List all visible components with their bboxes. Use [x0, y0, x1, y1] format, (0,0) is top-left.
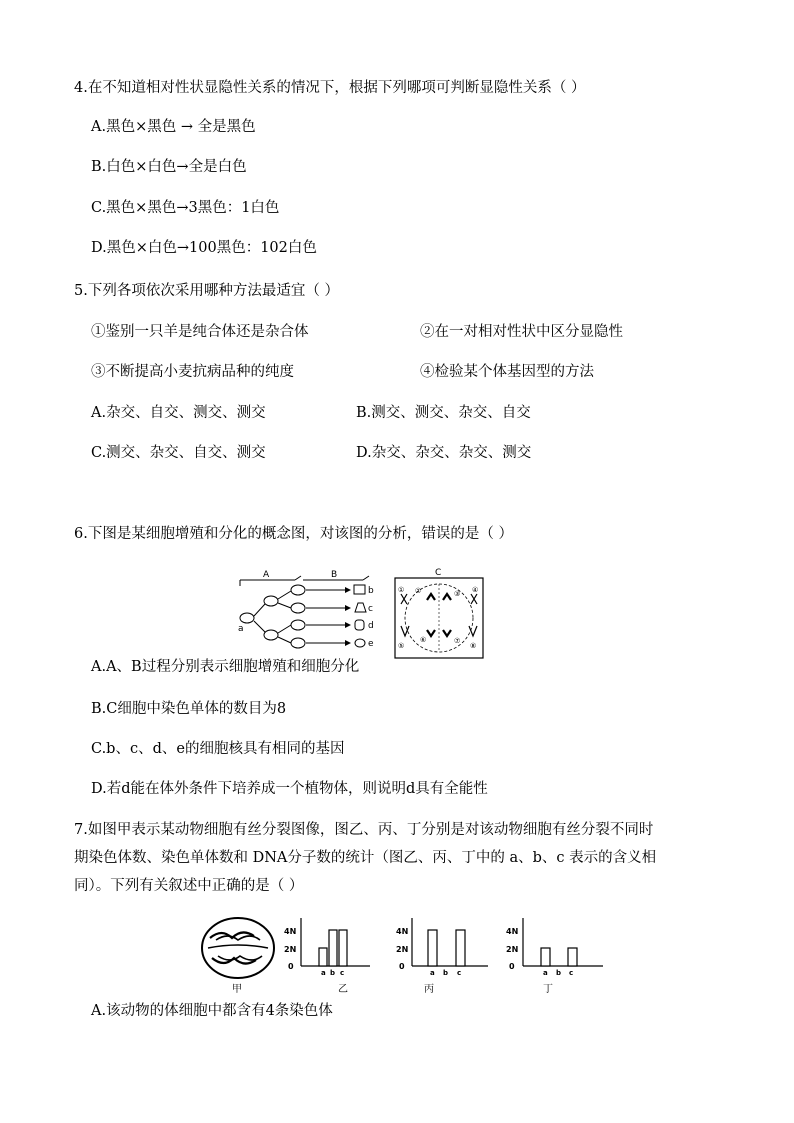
bing-bar-c	[456, 930, 465, 966]
ding-zero: 0	[509, 962, 515, 971]
bing-tick-a: a	[430, 969, 435, 977]
bing-zero: 0	[399, 962, 405, 971]
cell-d	[355, 620, 364, 630]
chrom-label-4: ④	[472, 586, 479, 594]
q4-stem: 4.在不知道相对性状显隐性关系的情况下，根据下列哪项可判断显隐性关系（ ）	[74, 80, 586, 96]
ding-tick-c: c	[569, 969, 574, 977]
q5-option-b: B.测交、测交、杂交、自交	[356, 405, 531, 421]
label-C: C	[435, 568, 442, 578]
bing-bar-a	[428, 930, 437, 966]
q5-stem: 5.下列各项依次采用哪种方法最适宜（ ）	[74, 283, 339, 299]
yi-tick-a: a	[321, 969, 326, 977]
caption-ding: 丁	[543, 984, 553, 995]
chrom-label-5: ⑤	[398, 642, 405, 650]
label-c: c	[368, 604, 373, 614]
q6-stem: 6.下图是某细胞增殖和分化的概念图，对该图的分析，错误的是（ ）	[74, 526, 513, 542]
q5-option-c: C.测交、杂交、自交、测交	[91, 445, 266, 461]
q5-item-1: ①鉴别一只羊是纯合体还是杂合体	[91, 324, 309, 340]
yi-bar-a	[319, 948, 327, 966]
ding-y-2n: 2N	[506, 945, 519, 954]
yi-y-2n: 2N	[284, 945, 297, 954]
cell-b	[354, 585, 365, 594]
q6-option-d: D.若d能在体外条件下培养成一个植物体，则说明d具有全能性	[91, 781, 488, 797]
q7-stem-line3: 同）。下列有关叙述中正确的是（ ）	[74, 878, 304, 894]
yi-tick-b: b	[330, 969, 336, 977]
label-a: a	[238, 624, 244, 634]
q5-item-2: ②在一对相对性状中区分显隐性	[420, 324, 623, 340]
label-b: b	[368, 586, 374, 596]
q7-option-a: A.该动物的体细胞中都含有4条染色体	[91, 1003, 333, 1019]
ding-tick-b: b	[556, 969, 562, 977]
q7-stem-line1: 7.如图甲表示某动物细胞有丝分裂图像，图乙、丙、丁分别是对该动物细胞有丝分裂不同时	[74, 822, 654, 838]
q4-option-b: B.白色×白色→全是白色	[91, 159, 247, 175]
bing-y-2n: 2N	[396, 945, 409, 954]
q5-option-a: A.杂交、自交、测交、测交	[91, 405, 266, 421]
q4-option-c: C.黑色×黑色→3黑色：1白色	[91, 200, 280, 216]
chrom-label-8: ⑧	[470, 642, 477, 650]
mitosis-figure	[198, 910, 608, 1000]
ding-bar-c	[568, 948, 577, 966]
label-d: d	[368, 621, 374, 631]
yi-zero: 0	[288, 962, 294, 971]
cell-jia	[202, 918, 274, 978]
q6-option-a: A.A、B过程分别表示细胞增殖和细胞分化	[91, 659, 360, 675]
cell-proliferation-diagram	[235, 566, 495, 661]
ding-bar-a	[541, 948, 550, 966]
yi-bar-c	[339, 930, 347, 966]
q6-option-c: C.b、c、d、e的细胞核具有相同的基因	[91, 741, 345, 757]
q4-option-a: A.黑色×黑色 → 全是黑色	[91, 119, 256, 135]
cell-a	[240, 613, 254, 623]
bing-y-4n: 4N	[396, 927, 409, 936]
yi-tick-c: c	[340, 969, 345, 977]
chrom-label-1: ①	[398, 586, 405, 594]
cell-e	[355, 639, 365, 647]
q4-option-d: D.黑色×白色→100黑色：102白色	[91, 240, 317, 256]
caption-jia: 甲	[232, 984, 242, 995]
label-A: A	[263, 570, 270, 580]
bing-tick-b: b	[443, 969, 449, 977]
ding-tick-a: a	[543, 969, 548, 977]
chrom-label-3: ③	[454, 590, 461, 598]
ding-y-4n: 4N	[506, 927, 519, 936]
q5-item-3: ③不断提高小麦抗病品种的纯度	[91, 364, 294, 380]
caption-yi: 乙	[338, 984, 348, 995]
yi-y-4n: 4N	[284, 927, 297, 936]
label-B: B	[331, 570, 338, 580]
chrom-label-2: ②	[415, 587, 422, 595]
cell-c	[355, 603, 366, 612]
yi-bar-b	[329, 930, 337, 966]
q5-option-d: D.杂交、杂交、杂交、测交	[356, 445, 532, 461]
chrom-label-6: ⑥	[420, 636, 427, 644]
q6-option-b: B.C细胞中染色单体的数目为8	[91, 701, 287, 717]
caption-bing: 丙	[424, 984, 434, 995]
q7-stem-line2: 期染色体数、染色单体数和 DNA分子数的统计（图乙、丙、丁中的 a、b、c 表示的含义相	[74, 850, 657, 866]
label-e: e	[368, 639, 374, 649]
chrom-label-7: ⑦	[454, 637, 461, 645]
bing-tick-c: c	[457, 969, 462, 977]
q5-item-4: ④检验某个体基因型的方法	[420, 364, 594, 380]
